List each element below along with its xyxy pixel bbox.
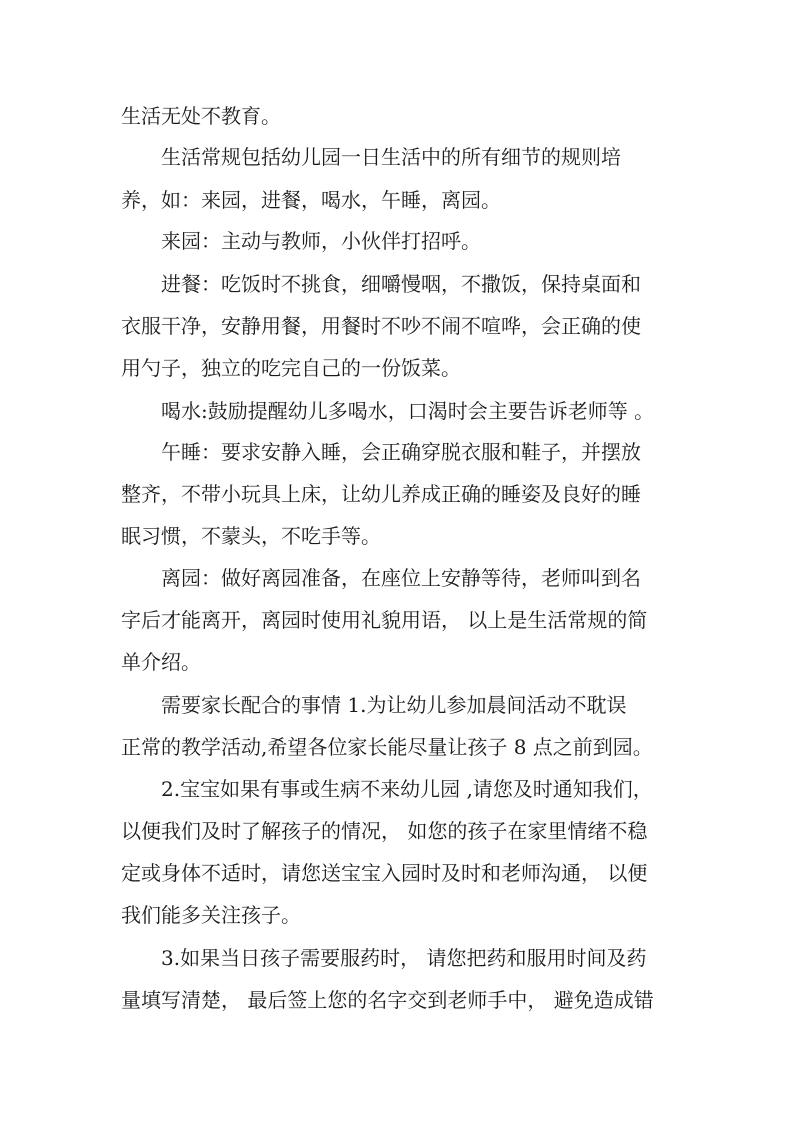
line-text: 整齐，不带小玩具上床，让幼儿养成正确的睡姿及良好的睡 (121, 482, 641, 506)
line-text: 需要家长配合的事情 1.为让幼儿参加晨间活动不耽误 (161, 693, 627, 717)
text-line (0, 101, 794, 131)
line-text: 2.宝宝如果有事或生病不来幼儿园 ,请您及时通知我们， (161, 777, 653, 801)
text-line (0, 185, 794, 215)
line-text: 生活无处不教育。 (121, 104, 281, 128)
text-line (0, 690, 794, 720)
line-text: 来园：主动与教师，小伙伴打招呼。 (161, 229, 481, 253)
text-line (0, 605, 794, 635)
line-text: 正常的教学活动,希望各位家长能尽量让孩子 8 点之前到园。 (121, 735, 653, 759)
text-line (0, 858, 794, 888)
text-line (0, 269, 794, 299)
line-text: 生活常规包括幼儿园一日生活中的所有细节的规则培 (161, 145, 621, 169)
line-text: 量填写清楚， 最后签上您的名字交到老师手中， 避免造成错 (121, 988, 654, 1012)
line-text: 定或身体不适时，请您送宝宝入园时及时和老师沟通， 以便 (121, 861, 648, 885)
text-line (0, 563, 794, 593)
line-text: 字后才能离开，离园时使用礼貌用语， 以上是生活常规的简 (121, 608, 648, 632)
text-line (0, 816, 794, 846)
line-text: 眠习惯，不蒙头，不吃手等。 (121, 524, 381, 548)
line-text: 3.如果当日孩子需要服药时， 请您把药和服用时间及药 (161, 946, 647, 970)
text-line (0, 521, 794, 551)
text-line (0, 353, 794, 383)
text-line (0, 479, 794, 509)
text-line (0, 142, 794, 172)
text-line (0, 396, 794, 426)
line-text: 单介绍。 (121, 650, 201, 674)
line-text: 午睡：要求安静入睡，会正确穿脱衣服和鞋子，并摆放 (161, 440, 641, 464)
text-line (0, 226, 794, 256)
line-text: 养，如：来园，进餐，喝水，午睡，离园。 (121, 188, 501, 212)
text-line (0, 774, 794, 804)
text-line (0, 985, 794, 1015)
line-text: 用勺子，独立的吃完自己的一份饭菜。 (121, 356, 461, 380)
text-line (0, 943, 794, 973)
line-text: 离园：做好离园准备，在座位上安静等待，老师叫到名 (161, 566, 641, 590)
text-line (0, 900, 794, 930)
text-line (0, 437, 794, 467)
line-text: 以便我们及时了解孩子的情况， 如您的孩子在家里情绪不稳 (121, 819, 648, 843)
line-text: 我们能多关注孩子。 (121, 903, 301, 927)
text-line (0, 732, 794, 762)
text-line (0, 311, 794, 341)
line-text: 喝水:鼓励提醒幼儿多喝水，口渴时会主要告诉老师等 。 (161, 399, 655, 423)
line-text: 衣服干净，安静用餐，用餐时不吵不闹不喧哗，会正确的使 (121, 314, 641, 338)
text-line (0, 647, 794, 677)
line-text: 进餐：吃饭时不挑食，细嚼慢咽，不撒饭，保持桌面和 (161, 272, 641, 296)
